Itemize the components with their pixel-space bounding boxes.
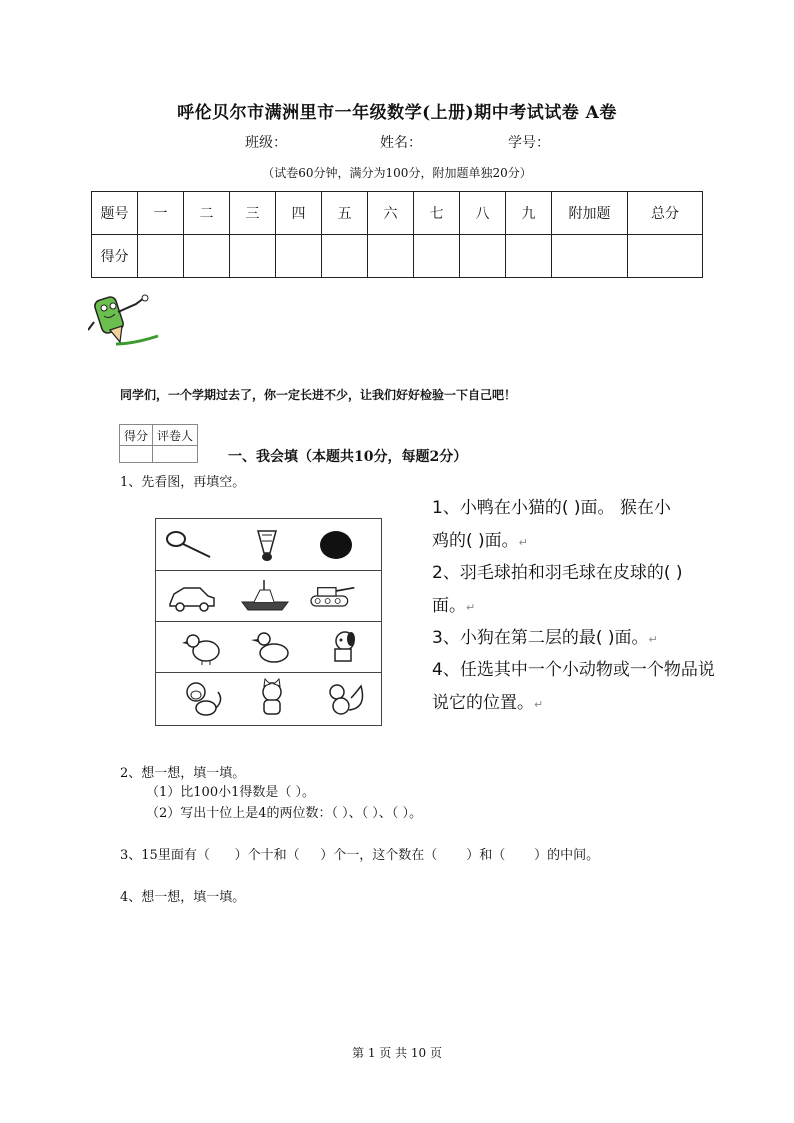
question-3: 3、15里面有（ ）个十和（ ）个一，这个数在（ ）和（ ）的中间。: [120, 848, 600, 863]
picture-grid: [155, 518, 382, 726]
encourage-text: 同学们，一个学期过去了，你一定长进不少，让我们好好检验一下自己吧！: [120, 388, 517, 402]
exam-note: （试卷60分钟，满分为100分，附加题单独20分）: [262, 166, 532, 180]
score-cell[interactable]: [138, 235, 184, 278]
score-cell[interactable]: [552, 235, 628, 278]
duck-icon: [248, 627, 298, 667]
student-id-label: 学号：: [508, 135, 550, 151]
score-col-header: 六: [368, 192, 414, 235]
page-footer: 第 1 页 共 10 页: [352, 1046, 442, 1060]
ship-icon: [240, 576, 290, 616]
score-col-header: 附加题: [552, 192, 628, 235]
q1-item-1: 1、小鸭在小猫的( )面。 猴在小: [432, 498, 671, 518]
score-cell[interactable]: [276, 235, 322, 278]
grid-row-2: [156, 570, 381, 622]
score-cell[interactable]: [368, 235, 414, 278]
q1-item-3: 3、小狗在第二层的最( )面。↵: [432, 628, 658, 648]
score-table: [91, 191, 703, 278]
q1-item-1-cont: 鸡的( )面。↵: [432, 531, 528, 551]
grid-row-1: [156, 519, 381, 571]
question-2-sub-1: （1）比100小1得数是（ ）。: [146, 785, 315, 800]
grader-score-cell[interactable]: [120, 446, 153, 463]
dog-icon: [321, 627, 371, 667]
score-table-head-1: 题号: [92, 192, 138, 235]
q1-item-4: 4、任选其中一个小动物或一个物品说: [432, 660, 715, 680]
score-col-header: 七: [414, 192, 460, 235]
ball-icon: [311, 525, 361, 565]
page-title: 呼伦贝尔市满洲里市一年级数学(上册)期中考试试卷 A卷: [177, 103, 617, 123]
q1-item-2-cont: 面。↵: [432, 596, 476, 616]
grader-name-label: 评卷人: [153, 425, 198, 446]
score-table-head-2: 得分: [92, 235, 138, 278]
grader-table: [119, 424, 198, 463]
q1-item-4-cont: 说它的位置。↵: [432, 693, 544, 713]
grid-row-4: [156, 672, 381, 724]
score-col-header: 总分: [628, 192, 703, 235]
score-col-header: 九: [506, 192, 552, 235]
grader-score-label: 得分: [120, 425, 153, 446]
name-label: 姓名：: [380, 135, 422, 151]
monkey-icon: [178, 678, 228, 718]
grid-row-3: [156, 621, 381, 673]
q1-item-2: 2、羽毛球拍和羽毛球在皮球的( ): [432, 563, 683, 583]
question-2-sub-2: （2）写出十位上是4的两位数：（ ）、（ ）、（ ）。: [146, 806, 422, 821]
badminton-racket-icon: [164, 525, 214, 565]
score-cell[interactable]: [506, 235, 552, 278]
shuttlecock-icon: [242, 525, 292, 565]
score-col-header: 八: [460, 192, 506, 235]
score-col-header: 五: [322, 192, 368, 235]
class-label: 班级：: [245, 135, 287, 151]
score-cell[interactable]: [628, 235, 703, 278]
question-1: 1、先看图，再填空。: [120, 475, 246, 490]
score-cell[interactable]: [230, 235, 276, 278]
chick-icon: [178, 627, 228, 667]
score-col-header: 三: [230, 192, 276, 235]
score-cell[interactable]: [322, 235, 368, 278]
tank-icon: [306, 576, 356, 616]
score-cell[interactable]: [184, 235, 230, 278]
score-col-header: 四: [276, 192, 322, 235]
cat-icon: [248, 678, 298, 718]
score-cell[interactable]: [460, 235, 506, 278]
question-4: 4、想一想，填一填。: [120, 890, 246, 905]
score-col-header: 二: [184, 192, 230, 235]
score-cell[interactable]: [414, 235, 460, 278]
pencil-mascot-icon: [88, 292, 163, 352]
question-2: 2、想一想，填一填。: [120, 766, 246, 781]
section-title: 一、我会填（本题共10分，每题2分）: [228, 449, 468, 465]
score-col-header: 一: [138, 192, 184, 235]
squirrel-icon: [321, 678, 371, 718]
grader-name-cell[interactable]: [153, 446, 198, 463]
car-icon: [166, 576, 216, 616]
